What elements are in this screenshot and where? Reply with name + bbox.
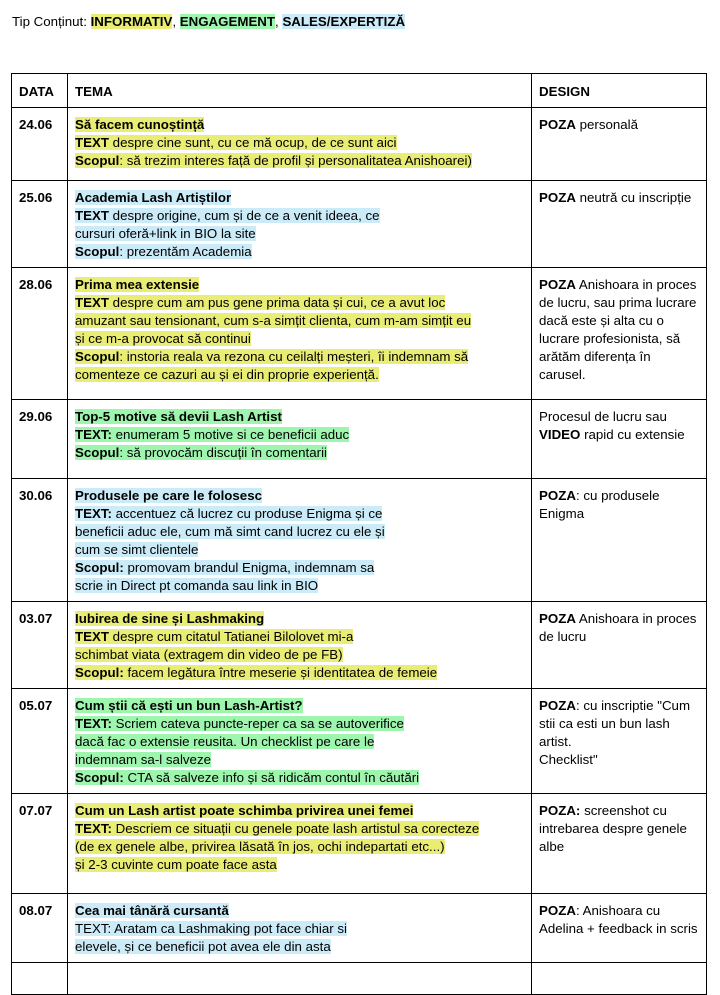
topic-text-line [75,208,380,223]
scop-label: Scopul [75,153,120,168]
text-label: TEXT [75,208,109,223]
row-design [532,894,707,963]
design-media-type: POZA [539,117,576,132]
text-content: și ce m-a provocat să continui [75,331,251,346]
table-row [12,794,707,894]
topic-title: Prima mea extensie [75,277,200,292]
topic-title: Iubirea de sine și Lashmaking [75,611,265,626]
design-description: : cu inscriptie "Cum stii ca esti un bun lash artist. [539,698,691,749]
row-tema [68,794,532,894]
topic-text-line [75,857,277,872]
scop-content: scrie in Direct pt comanda sau link in BIO [75,578,319,593]
row-design [532,400,707,479]
table-row [12,268,707,400]
row-tema [68,108,532,181]
scop-label: Scopul [75,244,120,259]
topic-text-line [75,752,211,767]
text-label: TEXT: [75,716,112,731]
row-date: 24.06 [12,108,68,181]
row-tema [68,479,532,602]
design-media-type: POZA [539,190,576,205]
text-content: dacă fac o extensie reusita. Un checklist pe care le [75,734,375,749]
text-content: Scriem cateva puncte-reper ca sa se autoverifice [111,716,404,731]
row-date: 08.07 [12,894,68,963]
design-description: Anishoara in proces de lucru [539,611,697,644]
design-description: : cu produsele Enigma [539,488,660,521]
text-content: enumeram 5 motive si ce beneficii aduc [111,427,350,442]
topic-text-line [75,135,397,150]
design-media-type: POZA [539,488,576,503]
topic-scop-line [75,578,318,593]
table-row [12,963,707,995]
topic-text-line [75,647,343,662]
topic-text-line [75,734,374,749]
row-design [532,963,707,995]
table-row [12,689,707,794]
text-content: TEXT: Aratam ca Lashmaking pot face chiar si [75,921,347,936]
scop-content: : să trezim interes față de profil și personalitatea Anishoarei) [119,153,472,168]
row-date [12,963,68,995]
text-content: beneficii aduc ele, cum mă simt cand lucrez cu ele și [75,524,385,539]
row-design [532,794,707,894]
text-label: TEXT: [75,821,112,836]
design-description: personală [575,117,639,132]
row-tema [68,602,532,689]
topic-title: Cea mai tânără cursantă [75,903,229,918]
design-media-type: POZA [539,903,576,918]
row-design [532,268,707,400]
topic-text-line [75,716,404,731]
row-date: 25.06 [12,181,68,268]
scop-label: Scopul [75,445,120,460]
row-design [532,181,707,268]
topic-text-line [75,542,198,557]
topic-scop-line [75,153,472,168]
topic-title: Să facem cunoștință [75,117,205,132]
text-content: accentuez că lucrez cu produse Enigma și ce [111,506,383,521]
header-tema: TEMA [68,74,532,108]
scop-content: : prezentăm Academia [119,244,252,259]
design-description: screenshot cu intrebarea despre genele albe [539,803,687,854]
row-design [532,689,707,794]
scop-label: Scopul: [75,560,124,575]
scop-content: facem legătura între meserie și identitatea de femeie [123,665,438,680]
legend-separator: , [172,14,180,29]
topic-title: Cum știi că ești un bun Lash-Artist? [75,698,303,713]
topic-scop-line [75,560,374,575]
scop-content: promovam brandul Enigma, indemnam sa [123,560,375,575]
legend-informativ: INFORMATIV [90,14,173,29]
table-row [12,400,707,479]
legend-separator: , [275,14,283,29]
scop-content: comenteze ce cazuri au și ei din proprie experiență. [75,367,379,382]
scop-content: : să provocăm discuții în comentarii [119,445,327,460]
text-content: și 2-3 cuvinte cum poate face asta [75,857,277,872]
text-content: schimbat viata (extragem din video de pe FB) [75,647,343,662]
row-tema [68,400,532,479]
table-row [12,479,707,602]
row-date: 05.07 [12,689,68,794]
design-description: : Anishoara cu Adelina + feedback in scris [539,903,698,936]
row-date: 28.06 [12,268,68,400]
text-content: despre cine sunt, cu ce mă ocup, de ce sunt aici [108,135,397,150]
topic-text-line [75,427,349,442]
header-design: DESIGN [532,74,707,108]
scop-content: CTA să salveze info și să ridicăm contul în căutări [123,770,420,785]
design-media-type: VIDEO [539,427,581,442]
row-design [532,602,707,689]
row-date: 07.07 [12,794,68,894]
content-plan-table [11,73,707,995]
text-content: cum se simt clientele [75,542,199,557]
text-content: indemnam sa-l salveze [75,752,211,767]
scop-content: : instoria reala va rezona cu ceilalți meșteri, îi indemnam să [119,349,469,364]
scop-label: Scopul [75,349,120,364]
row-tema [68,181,532,268]
topic-title: Cum un Lash artist poate schimba privirea unei femei [75,803,414,818]
table-row [12,181,707,268]
row-tema [68,689,532,794]
text-content: despre cum citatul Tatianei Bilolovet mi-a [108,629,354,644]
topic-scop-line [75,445,327,460]
design-media-type: POZA [539,611,576,626]
design-media-type: POZA: [539,803,581,818]
design-description: rapid cu extensie [580,427,685,442]
topic-text-line [75,331,251,346]
design-media-type: POZA [539,698,576,713]
topic-scop-line [75,770,419,785]
row-tema [68,963,532,995]
text-content: (de ex genele albe, privirea lăsată în jos, ochi indepartati etc...) [75,839,445,854]
text-content: Descriem ce situații cu genele poate lash artistul sa corecteze [111,821,480,836]
topic-text-line [75,921,347,936]
design-pre: Procesul de lucru sau [539,409,667,424]
topic-text-line [75,226,256,241]
table-row [12,602,707,689]
row-date: 30.06 [12,479,68,602]
design-description: neutră cu inscripție [575,190,692,205]
topic-text-line [75,939,331,954]
legend-engagement: ENGAGEMENT [179,14,276,29]
table-row [12,894,707,963]
topic-text-line [75,506,382,521]
text-content: despre origine, cum și de ce a venit ideea, ce [108,208,380,223]
topic-scop-line [75,665,437,680]
design-media-type: POZA [539,277,576,292]
topic-text-line [75,295,445,310]
row-date: 03.07 [12,602,68,689]
topic-scop-line [75,244,252,259]
text-label: TEXT: [75,506,112,521]
row-tema [68,268,532,400]
topic-text-line [75,629,353,644]
text-label: TEXT [75,295,109,310]
text-content: amuzant sau tensionant, cum s-a simțit clienta, cum m-am simțit eu [75,313,472,328]
topic-text-line [75,821,479,836]
row-design [532,479,707,602]
header-data: DATA [12,74,68,108]
scop-label: Scopul: [75,665,124,680]
scop-label: Scopul: [75,770,124,785]
legend-prefix: Tip Conținut: [12,14,91,29]
topic-text-line [75,839,445,854]
topic-scop-line [75,367,379,382]
row-date: 29.06 [12,400,68,479]
design-description: Anishoara in proces de lucru, sau prima lucrare dacă este și alta cu o lucrare profesionista, să arătăm diferența în carusel. [539,277,697,382]
topic-title: Produsele pe care le folosesc [75,488,262,503]
table-row [12,108,707,181]
topic-text-line [75,313,471,328]
design-extra: Checklist" [539,752,598,767]
content-type-legend [12,13,405,31]
topic-title: Academia Lash Artiștilor [75,190,232,205]
topic-scop-line [75,349,468,364]
table-header-row [12,74,707,108]
text-content: elevele, și ce beneficii pot avea ele din asta [75,939,331,954]
text-content: cursuri oferă+link in BIO la site [75,226,256,241]
row-design [532,108,707,181]
text-content: despre cum am pus gene prima data și cui, ce a avut loc [108,295,446,310]
topic-title: Top-5 motive să devii Lash Artist [75,409,282,424]
legend-sales-expertiza: SALES/EXPERTIZĂ [282,14,406,29]
row-tema [68,894,532,963]
text-label: TEXT [75,135,109,150]
topic-text-line [75,524,385,539]
text-label: TEXT [75,629,109,644]
text-label: TEXT: [75,427,112,442]
